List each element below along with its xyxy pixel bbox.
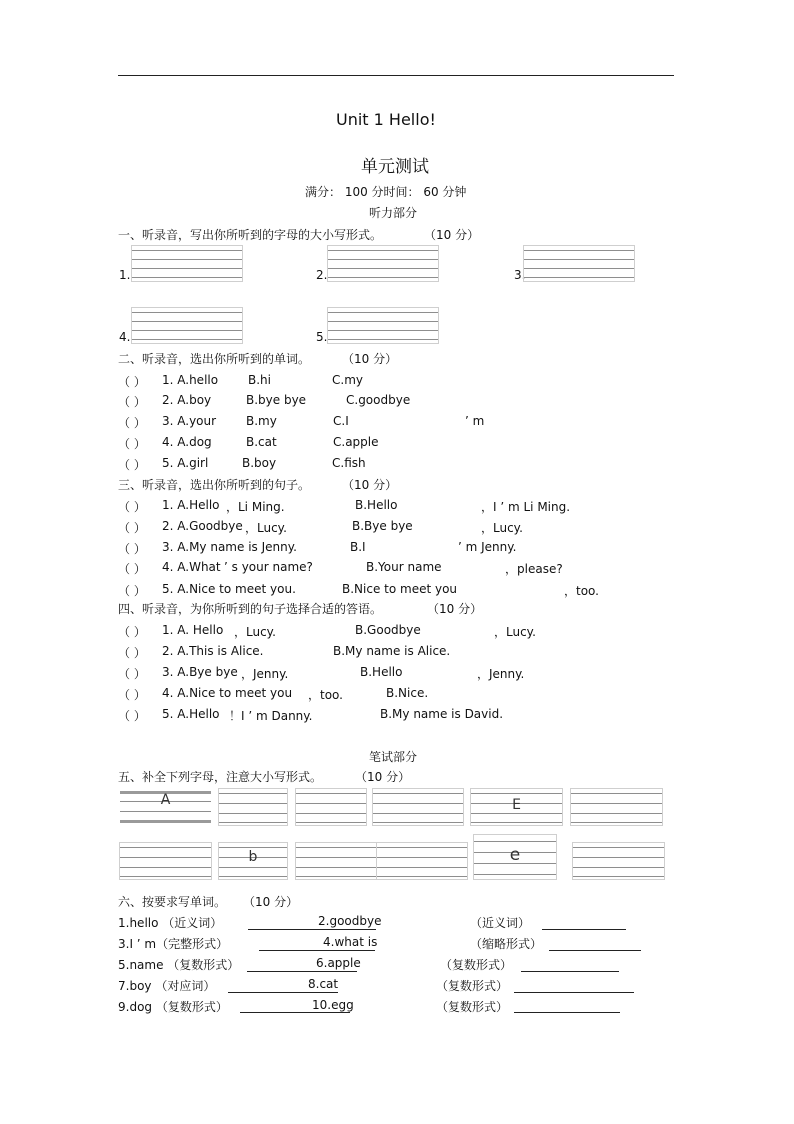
section4-heading: 四、听录音，为你所听到的句子选择合适的答语。: [118, 602, 383, 616]
word-left: 5.name （复数形式）: [118, 958, 240, 972]
option-a: 4. A.What: [162, 560, 221, 574]
option-b-rest: ，Jenny.: [477, 667, 525, 681]
answer-line-9[interactable]: [240, 1012, 350, 1013]
answer-line-5[interactable]: [247, 971, 357, 972]
s5-box-8[interactable]: [218, 842, 288, 880]
section4-points: （10 分）: [427, 602, 483, 616]
writing-part-heading: 笔试部分: [369, 750, 418, 764]
s1-label-2: 2.: [316, 268, 328, 282]
answer-line-4[interactable]: [549, 950, 641, 951]
section2-heading: 二、听录音，选出你所听到的单词。: [118, 352, 311, 366]
answer-paren[interactable]: （ ）: [118, 375, 146, 389]
option-a: 4. A.Nice to meet you: [162, 686, 293, 700]
option-b: B.hi: [248, 373, 271, 387]
answer-line-10[interactable]: [514, 1012, 620, 1013]
s1-label-5: 5.: [316, 330, 328, 344]
s5-box-11[interactable]: [473, 834, 557, 880]
word-mid: 8.cat: [308, 977, 339, 991]
section2-points: （10 分）: [342, 352, 398, 366]
answer-paren[interactable]: （ ）: [118, 625, 146, 639]
option-b: B.Nice.: [386, 686, 429, 700]
section1-points: （10 分）: [424, 228, 480, 242]
answer-paren[interactable]: （ ）: [118, 562, 146, 576]
letter-e-upper: E: [512, 797, 521, 813]
s1-label-3: 3.: [514, 268, 526, 282]
option-b-rest: ，please?: [505, 562, 563, 576]
option-a-rest: ，Lucy.: [234, 625, 276, 639]
word-left: 1.hello （近义词）: [118, 916, 223, 930]
option-a: 3. A.My name is Jenny.: [162, 540, 297, 554]
option-c: C.my: [332, 373, 363, 387]
option-a: 3. A.your: [162, 414, 217, 428]
word-left: 7.boy （对应词）: [118, 979, 216, 993]
option-b: B.Your name: [366, 560, 442, 574]
option-a: 5. A.Hello: [162, 707, 220, 721]
s1-writing-box-5[interactable]: [327, 307, 439, 344]
answer-line-8[interactable]: [514, 992, 634, 993]
section6-points: （10 分）: [243, 895, 299, 909]
section3-points: （10 分）: [342, 478, 398, 492]
word-right: （复数形式）: [436, 1000, 509, 1014]
word-right: （复数形式）: [440, 958, 513, 972]
s5-box-5[interactable]: [470, 788, 563, 826]
top-rule: [118, 75, 674, 76]
option-a: 1. A.hello: [162, 373, 219, 387]
answer-line-2[interactable]: [542, 929, 626, 930]
score-time-line: 满分： 100 分时间： 60 分钟: [305, 185, 467, 199]
word-mid: 10.egg: [312, 998, 354, 1012]
option-b-rest: ，too.: [564, 584, 599, 598]
answer-paren[interactable]: （ ）: [118, 395, 146, 409]
s1-writing-box-3[interactable]: [523, 245, 635, 282]
option-b: B.boy: [242, 456, 277, 470]
option-b-rest: ’ m Jenny.: [458, 540, 517, 554]
section5-points: （10 分）: [355, 770, 411, 784]
answer-line-3[interactable]: [259, 950, 375, 951]
word-left: 9.dog （复数形式）: [118, 1000, 228, 1014]
option-c: C.apple: [333, 435, 379, 449]
answer-line-6[interactable]: [521, 971, 619, 972]
listening-part-heading: 听力部分: [369, 206, 418, 220]
s1-writing-box-1[interactable]: [131, 245, 243, 282]
answer-paren[interactable]: （ ）: [118, 542, 146, 556]
answer-paren[interactable]: （ ）: [118, 709, 146, 723]
option-a: 1. A. Hello: [162, 623, 224, 637]
option-b: B.Bye bye: [352, 519, 413, 533]
option-a-rest: ’ s your name?: [224, 560, 313, 574]
s5-box-7[interactable]: [119, 842, 212, 880]
s5-box-2[interactable]: [218, 788, 288, 826]
word-right: （缩略形式）: [470, 937, 543, 951]
word-right: （复数形式）: [436, 979, 509, 993]
option-b: B.Nice to meet you: [342, 582, 458, 596]
option-b: B.bye bye: [246, 393, 307, 407]
option-a-rest: ，Li Ming.: [226, 500, 285, 514]
option-b: B.Hello: [360, 665, 403, 679]
answer-paren[interactable]: （ ）: [118, 521, 146, 535]
option-a: 1. A.Hello: [162, 498, 220, 512]
s1-writing-box-4[interactable]: [131, 307, 243, 344]
answer-paren[interactable]: （ ）: [118, 584, 146, 598]
word-left: 3.I ’ m（完整形式）: [118, 937, 229, 951]
answer-paren[interactable]: （ ）: [118, 688, 146, 702]
option-a: 2. A.Goodbye: [162, 519, 243, 533]
answer-paren[interactable]: （ ）: [118, 500, 146, 514]
answer-paren[interactable]: （ ）: [118, 437, 146, 451]
option-a-rest: ，Jenny.: [241, 667, 289, 681]
answer-line-1[interactable]: [248, 929, 376, 930]
option-c: C.goodbye: [346, 393, 411, 407]
option-a: 3. A.Bye bye: [162, 665, 238, 679]
option-a: 5. A.Nice to meet you.: [162, 582, 296, 596]
option-a: 2. A.boy: [162, 393, 212, 407]
letter-e-lower: e: [509, 845, 521, 865]
option-a: 2. A.This is Alice.: [162, 644, 264, 658]
option-a-rest: ，Lucy.: [245, 521, 287, 535]
s5-box-1[interactable]: [119, 788, 212, 824]
s5-box-10[interactable]: [376, 842, 468, 880]
word-mid: 4.what is: [323, 935, 378, 949]
option-b: B.My name is Alice.: [333, 644, 451, 658]
s5-box-4[interactable]: [372, 788, 464, 826]
section3-heading: 三、听录音，选出你所听到的句子。: [118, 478, 311, 492]
option-b: B.Goodbye: [355, 623, 421, 637]
s5-box-12[interactable]: [572, 842, 665, 880]
word-right: （近义词）: [470, 916, 531, 930]
option-c-suffix: ’ m: [465, 414, 485, 428]
letter-b-lower: b: [248, 849, 258, 865]
answer-paren[interactable]: （ ）: [118, 458, 146, 472]
option-b-rest: ，Lucy.: [481, 521, 523, 535]
option-b: B.cat: [246, 435, 277, 449]
word-mid: 2.goodbye: [318, 914, 382, 928]
option-b: B.My name is David.: [380, 707, 504, 721]
word-mid: 6.apple: [316, 956, 361, 970]
letter-a: A: [160, 792, 171, 808]
option-b-rest: ，Lucy.: [494, 625, 536, 639]
answer-paren[interactable]: （ ）: [118, 646, 146, 660]
page-title: Unit 1 Hello!: [336, 110, 436, 129]
section1-heading: 一、听录音，写出你所听到的字母的大小写形式。: [118, 228, 383, 242]
answer-line-7[interactable]: [228, 992, 338, 993]
option-a-rest: ！I ’ m Danny.: [229, 709, 313, 723]
s5-box-3[interactable]: [295, 788, 367, 826]
s1-writing-box-2[interactable]: [327, 245, 439, 282]
answer-paren[interactable]: （ ）: [118, 416, 146, 430]
option-a-rest: ，too.: [308, 688, 343, 702]
option-b-rest: ，I ’ m Li Ming.: [481, 500, 571, 514]
answer-paren[interactable]: （ ）: [118, 667, 146, 681]
option-b: B.I: [350, 540, 366, 554]
s1-label-1: 1.: [119, 268, 131, 282]
option-b: B.my: [246, 414, 277, 428]
section5-heading: 五、补全下列字母，注意大小写形式。: [118, 770, 323, 784]
section6-heading: 六、按要求写单词。: [118, 895, 227, 909]
s1-label-4: 4.: [119, 330, 131, 344]
option-b: B.Hello: [355, 498, 398, 512]
page-subtitle: 单元测试: [361, 157, 429, 177]
option-c: C.I: [333, 414, 349, 428]
s5-box-9[interactable]: [295, 842, 377, 880]
option-a: 4. A.dog: [162, 435, 212, 449]
option-a: 5. A.girl: [162, 456, 209, 470]
s5-box-6[interactable]: [570, 788, 663, 826]
option-c: C.fish: [332, 456, 366, 470]
